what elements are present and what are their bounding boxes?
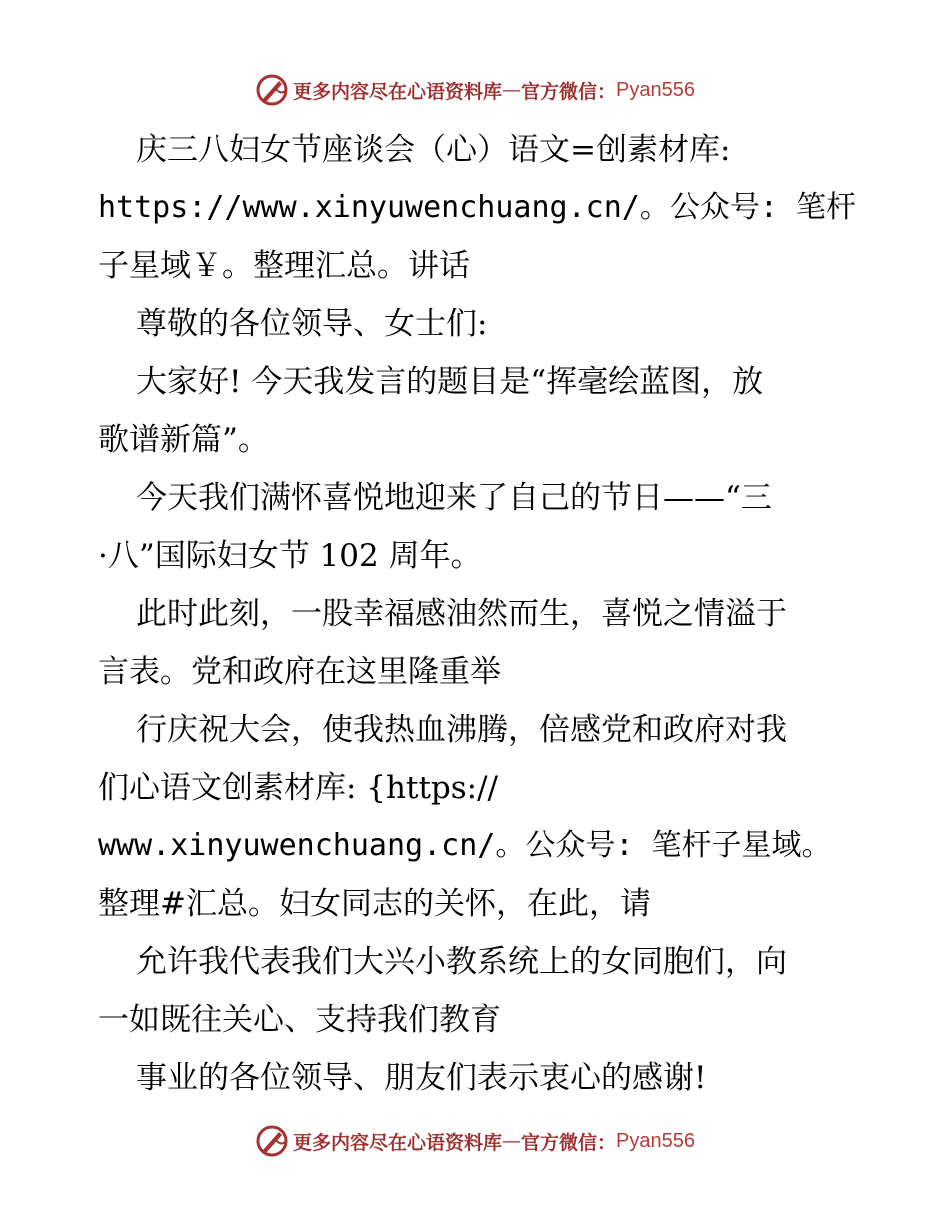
paragraph-line: 言表。党和政府在这里隆重举 xyxy=(98,654,501,690)
footer-wechat-label: 官方微信： xyxy=(521,1131,617,1154)
paragraph-line: 歌谱新篇”。 xyxy=(98,422,269,458)
paragraph-line-salutation: 尊敬的各位领导、女士们: xyxy=(136,306,488,342)
header-watermark xyxy=(0,70,950,110)
paragraph-line: 此时此刻，一股幸福感油然而生，喜悦之情溢于 xyxy=(136,596,787,632)
paragraph-line: ·八”国际妇女节 102 周年。 xyxy=(98,538,482,574)
paragraph-line: 行庆祝大会，使我热血沸腾，倍感党和政府对我 xyxy=(136,712,787,748)
header-site-text: 更多内容尽在心语资料库 xyxy=(293,80,503,103)
header-wechat-label: 官方微信： xyxy=(521,80,617,103)
paragraph-line: 允许我代表我们大兴小教系统上的女同胞们，向 xyxy=(136,944,787,980)
header-wechat-id: Pyan556 xyxy=(616,78,695,101)
paragraph-line: 整理#汇总。妇女同志的关怀，在此，请 xyxy=(98,886,651,922)
paragraph-line: 事业的各位领导、朋友们表示衷心的感谢! xyxy=(136,1060,707,1096)
paragraph-line: 今天我们满怀喜悦地迎来了自己的节日——“三 xyxy=(136,480,772,516)
paragraph-line: 子星域￥。整理汇总。讲话 xyxy=(98,248,470,284)
paragraph-line: 一如既往关心、支持我们教育 xyxy=(98,1002,501,1038)
paragraph-line: 大家好! 今天我发言的题目是“挥毫绘蓝图，放 xyxy=(136,364,764,400)
paragraph-line: 们心语文创素材库: {https:// xyxy=(98,770,498,806)
footer-wechat-id: Pyan556 xyxy=(616,1129,695,1152)
pen-logo-icon xyxy=(255,73,289,107)
header-separator: — xyxy=(502,79,522,101)
footer-site-text: 更多内容尽在心语资料库 xyxy=(293,1131,503,1154)
paragraph-line: www.xinyuwenchuang.cn/。公众号: 笔杆子星域。 xyxy=(98,828,832,863)
paragraph-line-title: 庆三八妇女节座谈会（心）语文=创素材库: xyxy=(136,132,731,168)
paragraph-line: https://www.xinyuwenchuang.cn/。公众号: 笔杆 xyxy=(98,190,856,225)
footer-separator: — xyxy=(502,1130,522,1152)
pen-logo-icon xyxy=(255,1124,289,1158)
footer-watermark xyxy=(0,1121,950,1161)
